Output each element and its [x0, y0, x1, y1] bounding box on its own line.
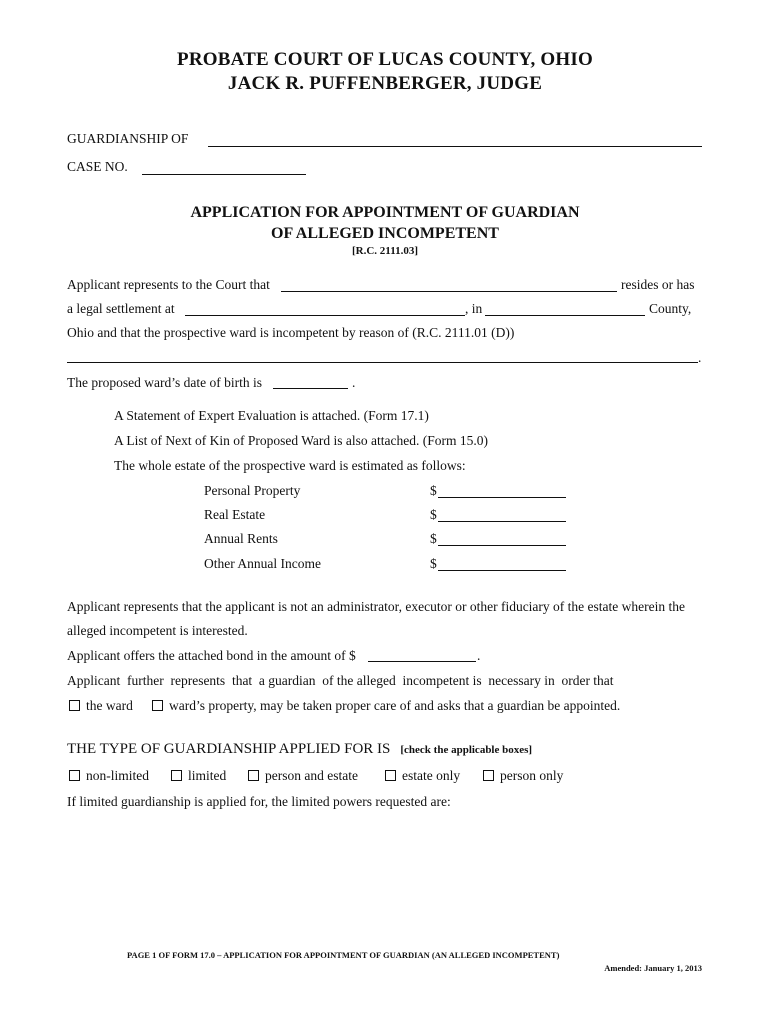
- estate-item-label: Other Annual Income: [204, 556, 321, 571]
- county-text: County,: [649, 301, 692, 316]
- option-estate-only: [385, 768, 460, 784]
- estate-item-label: Personal Property: [204, 483, 301, 498]
- in-text: , in: [465, 301, 483, 316]
- ward-option: [69, 698, 133, 714]
- option-label: person only: [500, 768, 564, 783]
- footer-amended-date: Amended: January 1, 2013: [604, 963, 702, 973]
- currency-sign: $: [430, 531, 437, 546]
- footer-page-line: PAGE 1 OF FORM 17.0 – APPLICATION FOR APPOINTMENT OF GUARDIAN (AN ALLEGED INCOMPETENT): [127, 950, 560, 960]
- form-title-line1: APPLICATION FOR APPOINTMENT OF GUARDIAN: [190, 204, 580, 221]
- option-label: estate only: [402, 768, 461, 783]
- estate-item-label: Annual Rents: [204, 531, 278, 546]
- bond-amount-field[interactable]: [368, 661, 476, 662]
- dob-label: The proposed ward’s date of birth is: [67, 375, 262, 390]
- person-and-estate-checkbox[interactable]: [248, 770, 259, 781]
- property-option: [152, 698, 620, 714]
- dob-period: .: [352, 375, 356, 390]
- annual-rents-field[interactable]: [438, 545, 566, 546]
- non-limited-checkbox[interactable]: [69, 770, 80, 781]
- option-label: non-limited: [86, 768, 149, 783]
- currency-sign: $: [430, 556, 437, 571]
- property-checkbox[interactable]: [152, 700, 163, 711]
- statute-reference: [R.C. 2111.03]: [352, 245, 418, 257]
- guardianship-of-label: GUARDIANSHIP OF: [67, 131, 189, 146]
- further-represents-text: Applicant further represents that a guardian of the alleged incompetent is necessary in order that: [67, 673, 614, 688]
- reason-period: .: [698, 350, 702, 365]
- case-no-label: CASE NO.: [67, 159, 128, 174]
- guardianship-of-field[interactable]: [208, 146, 702, 147]
- currency-sign: $: [430, 483, 437, 498]
- property-option-label: ward’s property, may be taken proper care of and asks that a guardian be appointed.: [169, 698, 621, 713]
- personal-property-field[interactable]: [438, 497, 566, 498]
- dob-field[interactable]: [273, 388, 348, 389]
- ward-checkbox[interactable]: [69, 700, 80, 711]
- applicant-represents-text: Applicant represents to the Court that: [67, 277, 270, 292]
- judge-name: JACK R. PUFFENBERGER, JUDGE: [227, 73, 543, 94]
- address-field[interactable]: [185, 315, 465, 316]
- court-name: PROBATE COURT OF LUCAS COUNTY, OHIO: [177, 49, 593, 70]
- guardianship-type-heading: THE TYPE OF GUARDIANSHIP APPLIED FOR IS: [67, 741, 391, 757]
- incompetent-reason-text: Ohio and that the prospective ward is incompetent by reason of (R.C. 2111.01 (D)): [67, 325, 515, 340]
- resides-text: resides or has: [621, 277, 695, 292]
- option-person-and-estate: [248, 768, 358, 784]
- estate-item-label: Real Estate: [204, 507, 266, 522]
- not-administrator-text-cont: alleged incompetent is interested.: [67, 623, 248, 638]
- case-no-field[interactable]: [142, 174, 306, 175]
- form-title-line2: OF ALLEGED INCOMPETENT: [271, 225, 499, 242]
- county-field[interactable]: [485, 315, 645, 316]
- limited-powers-text: If limited guardianship is applied for, the limited powers requested are:: [67, 794, 451, 809]
- other-income-field[interactable]: [438, 570, 566, 571]
- estate-intro-text: The whole estate of the prospective ward is estimated as follows:: [114, 458, 466, 473]
- option-non-limited: [69, 768, 149, 784]
- guardianship-type-heading-row: [67, 740, 532, 758]
- option-label: limited: [188, 768, 227, 783]
- option-label: person and estate: [265, 768, 358, 783]
- next-of-kin-text: A List of Next of Kin of Proposed Ward is also attached. (Form 15.0): [114, 433, 488, 448]
- incompetent-reason-field[interactable]: [67, 362, 698, 363]
- ward-option-label: the ward: [86, 698, 133, 713]
- guardianship-type-instruction: [check the applicable boxes]: [400, 744, 533, 756]
- option-person-only: [483, 768, 563, 784]
- legal-settlement-text: a legal settlement at: [67, 301, 175, 316]
- limited-checkbox[interactable]: [171, 770, 182, 781]
- option-limited: [171, 768, 226, 784]
- real-estate-field[interactable]: [438, 521, 566, 522]
- bond-period: .: [477, 648, 481, 663]
- bond-label: Applicant offers the attached bond in the amount of $: [67, 648, 356, 663]
- ward-name-field[interactable]: [281, 291, 617, 292]
- not-administrator-text: Applicant represents that the applicant is not an administrator, executor or other fiduciary of the estate wherein the: [67, 599, 685, 614]
- estate-only-checkbox[interactable]: [385, 770, 396, 781]
- person-only-checkbox[interactable]: [483, 770, 494, 781]
- currency-sign: $: [430, 507, 437, 522]
- expert-evaluation-text: A Statement of Expert Evaluation is attached. (Form 17.1): [114, 408, 429, 423]
